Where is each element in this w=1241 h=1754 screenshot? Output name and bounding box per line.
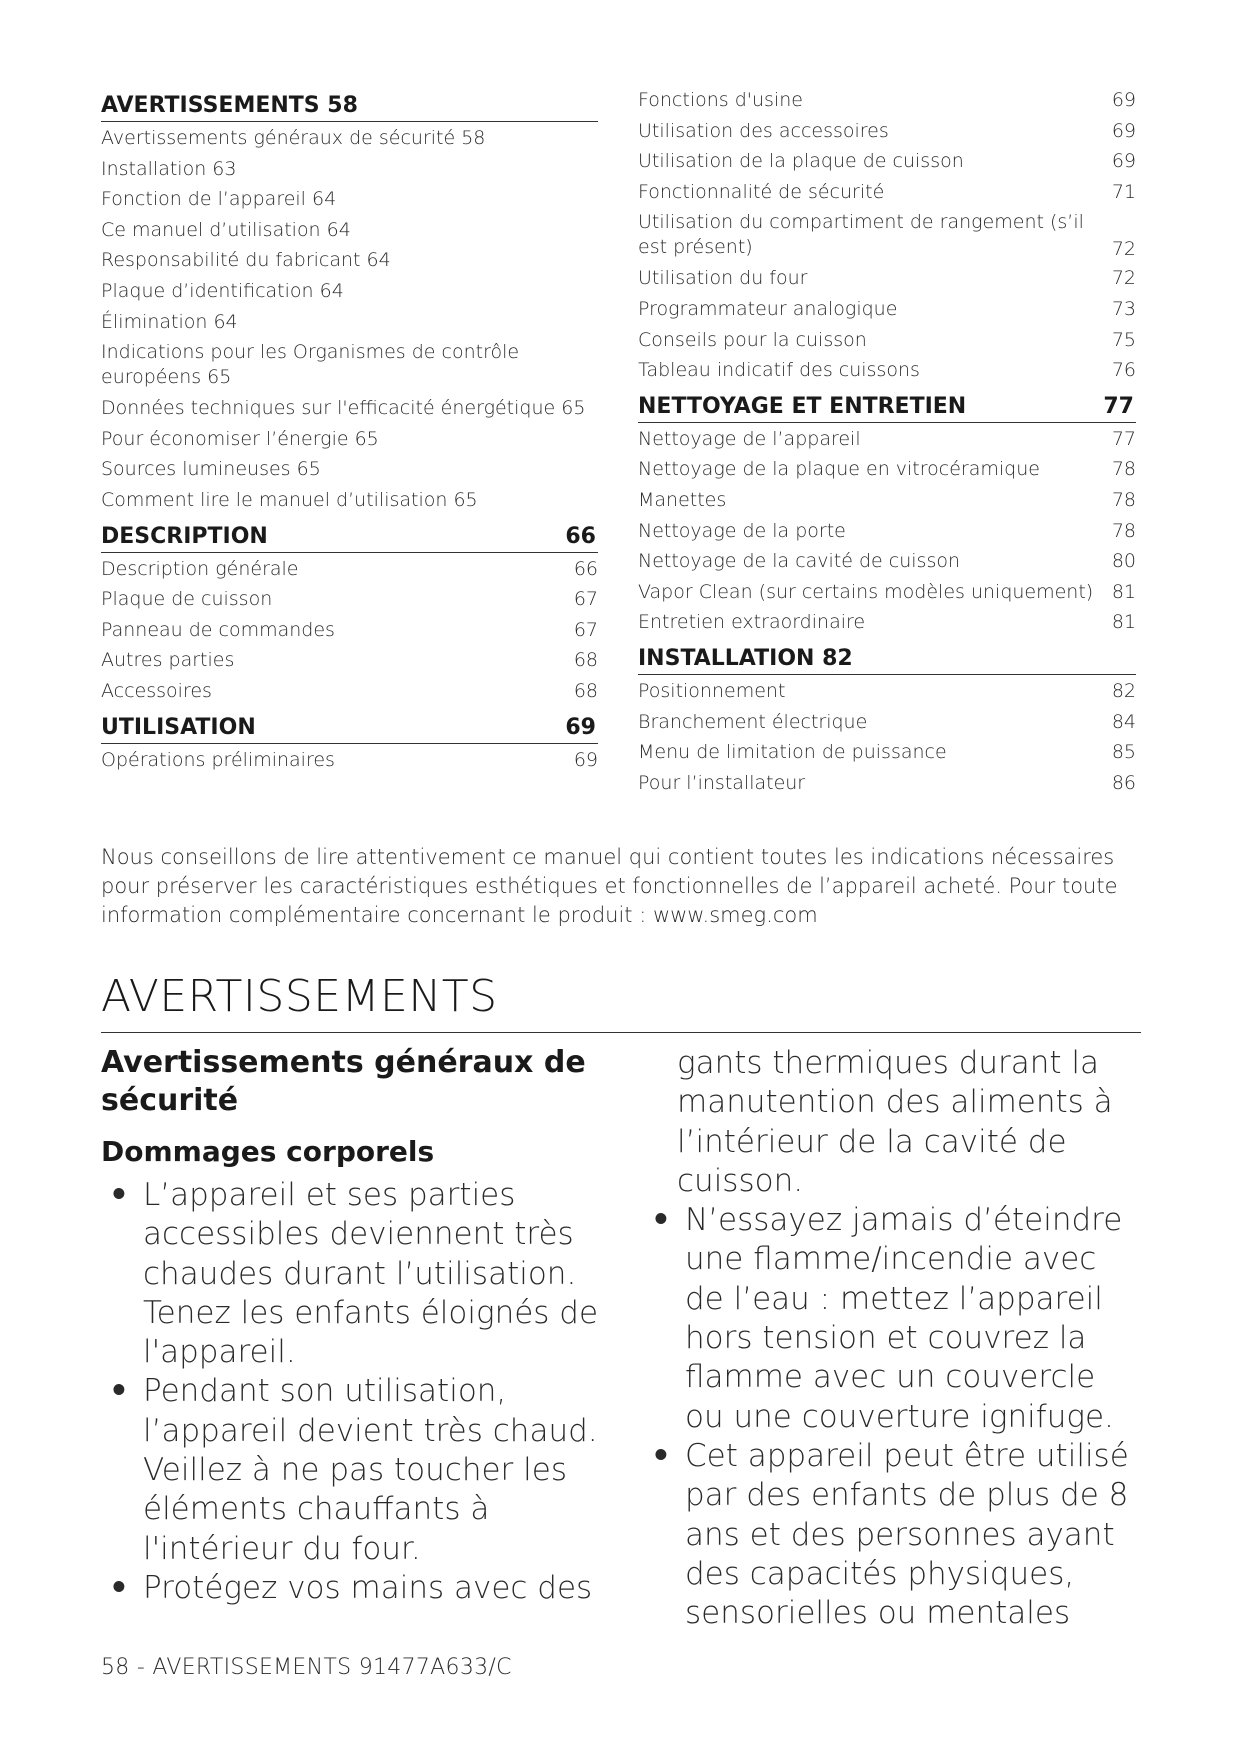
toc-entry[interactable] — [638, 740, 1136, 771]
toc-entry-title: Avertissements généraux de sécurité 58 — [101, 127, 486, 149]
toc-entry-page: 69 — [573, 748, 598, 771]
toc-entry[interactable] — [101, 157, 598, 188]
toc-section-title: INSTALLATION 82 — [638, 645, 853, 671]
list-item — [101, 1372, 621, 1568]
page-title: AVERTISSEMENTS — [101, 967, 1141, 1033]
page-footer: 58 - AVERTISSEMENTS 91477A633/C — [101, 1655, 512, 1680]
toc-entry-title: Installation 63 — [101, 157, 237, 180]
toc-entry-title: Responsabilité du fabricant 64 — [101, 249, 391, 272]
toc-entry[interactable] — [638, 180, 1136, 211]
toc-entry[interactable] — [638, 297, 1136, 328]
toc-entry[interactable] — [638, 610, 1136, 641]
intro-paragraph: Nous conseillons de lire attentivement ce manuel qui contient toutes les indications nécessaires pour préserver les caractéristiques esthétiques et fonctionnelles de l’appareil acheté. Pour toute information complémentaire concernant le produit : www.smeg.com — [101, 845, 1118, 927]
bullet-list — [643, 1201, 1143, 1633]
toc-entry[interactable] — [101, 648, 598, 679]
list-item-text: Protégez vos mains avec des — [143, 1569, 593, 1606]
toc-entry-title: Fonctions d'usine — [638, 89, 803, 111]
toc-entry[interactable] — [101, 587, 598, 618]
toc-section-page: 77 — [1103, 393, 1134, 419]
toc-entry[interactable] — [638, 457, 1136, 488]
toc-entry-page: 69 — [1111, 150, 1136, 173]
toc-entry-title: Vapor Clean (sur certains modèles uniquement) — [638, 580, 1094, 603]
toc-entry-title: Utilisation de la plaque de cuisson — [638, 150, 964, 173]
subsection-heading: Dommages corporels — [101, 1135, 435, 1168]
toc-entry-page: 85 — [1111, 741, 1136, 764]
toc-entry-title: Comment lire le manuel d’utilisation 65 — [101, 488, 478, 511]
toc-entry-page: 78 — [1111, 519, 1136, 542]
toc-entry-title: Plaque d’identification 64 — [101, 279, 344, 302]
toc-entry[interactable] — [638, 266, 1136, 297]
toc-entry[interactable] — [638, 710, 1136, 741]
toc-section-heading[interactable] — [101, 710, 598, 744]
toc-entry[interactable] — [638, 328, 1136, 359]
toc-entry-title: Branchement électrique — [638, 710, 868, 733]
toc-entry-title: Manettes — [638, 488, 727, 511]
toc-section-title: NETTOYAGE ET ENTRETIEN — [638, 393, 967, 419]
toc-entry-title: Ce manuel d’utilisation 64 — [101, 218, 351, 241]
bullet-icon: • — [109, 1373, 129, 1410]
list-item-text: L’appareil et ses parties accessibles deviennent très chaudes durant l’utilisation. Tenez les enfants éloignés de l'appareil. — [143, 1177, 599, 1371]
toc-entry-title: Panneau de commandes — [101, 618, 335, 641]
toc-entry[interactable] — [101, 748, 598, 779]
toc-entry-title: Menu de limitation de puissance — [638, 741, 947, 764]
toc-entry-title: Programmateur analogique — [638, 297, 898, 320]
continued-text: gants thermiques durant la manutention des aliments à l’intérieur de la cavité de cuisson. — [677, 1045, 1113, 1199]
list-item-text: N’essayez jamais d’éteindre une flamme/incendie avec de l’eau : mettez l’appareil hors tension et couvrez la flamme avec un couvercle ou une couverture ignifuge. — [685, 1202, 1123, 1435]
toc-entry-title: Opérations préliminaires — [101, 748, 335, 771]
toc-entry-title: Utilisation des accessoires — [638, 119, 889, 142]
toc-entry[interactable] — [638, 358, 1136, 389]
toc-entry[interactable] — [638, 149, 1136, 180]
toc-entry-title: Positionnement — [638, 679, 786, 702]
toc-entry-page: 72 — [1111, 238, 1136, 261]
toc-entry[interactable] — [101, 279, 598, 310]
toc-left-column — [101, 88, 598, 778]
toc-entry-page: 84 — [1111, 710, 1136, 733]
toc-entry[interactable] — [638, 427, 1136, 458]
toc-entry-page: 67 — [573, 618, 598, 641]
toc-entry-page: 66 — [573, 557, 598, 580]
bullet-icon: • — [109, 1177, 129, 1213]
toc-entry-page: 67 — [573, 588, 598, 611]
toc-entry[interactable] — [101, 427, 598, 458]
toc-entry-title: Accessoires — [101, 679, 212, 702]
toc-section-heading[interactable] — [101, 519, 598, 553]
toc-section-page: 66 — [565, 523, 596, 549]
bullet-icon: • — [651, 1437, 671, 1474]
bullet-icon: • — [651, 1202, 671, 1239]
toc-entry[interactable] — [638, 771, 1136, 802]
toc-entry-page: 69 — [1111, 119, 1136, 142]
toc-section-heading[interactable] — [638, 641, 1136, 675]
toc-entry[interactable] — [638, 549, 1136, 580]
toc-entry-page: 77 — [1111, 427, 1136, 450]
toc-entry-page: 69 — [1111, 89, 1136, 111]
body-right-column — [643, 1044, 1143, 1633]
toc-entry-title: Élimination 64 — [101, 310, 238, 333]
list-item-text: Pendant son utilisation, l’appareil devient très chaud. Veillez à ne pas toucher les éléments chauffants à l'intérieur du four. — [143, 1373, 598, 1567]
toc-entry[interactable] — [638, 580, 1136, 611]
toc-entry-title: Plaque de cuisson — [101, 588, 273, 611]
toc-entry[interactable] — [638, 88, 1136, 119]
toc-entry[interactable] — [638, 488, 1136, 519]
toc-entry-page: 76 — [1111, 359, 1136, 382]
toc-entry[interactable] — [101, 310, 598, 341]
toc-entry-page: 82 — [1111, 679, 1136, 702]
toc-entry-page: 75 — [1111, 328, 1136, 351]
toc-section-heading[interactable] — [638, 389, 1136, 423]
list-item — [101, 1176, 621, 1372]
toc-entry[interactable] — [101, 396, 598, 427]
toc-entry-title: Fonction de l’appareil 64 — [101, 188, 337, 211]
toc-entry[interactable] — [101, 679, 598, 710]
toc-entry-page: 72 — [1111, 267, 1136, 290]
toc-entry-page: 86 — [1111, 771, 1136, 794]
toc-entry-page: 68 — [573, 679, 598, 702]
toc-entry-page: 78 — [1111, 458, 1136, 481]
toc-section-page: 69 — [565, 714, 596, 740]
toc-entry-page: 81 — [1111, 580, 1136, 603]
toc-section-heading[interactable] — [101, 88, 598, 122]
bullet-icon: • — [109, 1569, 129, 1606]
toc-entry-title: Conseils pour la cuisson — [638, 328, 867, 351]
toc-entry-title: Autres parties — [101, 649, 235, 672]
toc-entry-page: 81 — [1111, 611, 1136, 634]
toc-entry[interactable] — [638, 519, 1136, 550]
toc-entry-title: Indications pour les Organismes de contrôle européens 65 — [101, 341, 520, 389]
toc-entry-page: 80 — [1111, 550, 1136, 573]
toc-entry[interactable] — [101, 187, 598, 218]
toc-entry[interactable] — [101, 248, 598, 279]
toc-entry[interactable] — [638, 679, 1136, 710]
list-item — [643, 1201, 1143, 1437]
toc-entry-title: Nettoyage de l’appareil — [638, 427, 861, 450]
toc-section-title: AVERTISSEMENTS 58 — [101, 93, 358, 118]
toc-entry-title: Utilisation du compartiment de rangement (s’il est présent) — [638, 211, 1084, 259]
toc-entry-title: Pour l’installateur — [638, 771, 806, 794]
toc-entry-title: Fonctionnalité de sécurité — [638, 180, 885, 203]
toc-entry-title: Tableau indicatif des cuissons — [638, 359, 920, 382]
toc-entry-page: 68 — [573, 649, 598, 672]
bullet-list — [101, 1176, 621, 1608]
toc-entry[interactable] — [101, 557, 598, 588]
toc-entry[interactable] — [638, 119, 1136, 150]
toc-entry[interactable] — [101, 488, 598, 519]
toc-entry-page: 78 — [1111, 488, 1136, 511]
toc-entry[interactable] — [101, 618, 598, 649]
toc-entry-title: Description générale — [101, 557, 299, 580]
toc-entry[interactable] — [101, 457, 598, 488]
toc-entry[interactable] — [638, 210, 1136, 266]
toc-right-column — [638, 88, 1136, 801]
toc-entry-title: Pour économiser l’énergie 65 — [101, 427, 379, 450]
body-left-column — [101, 1044, 621, 1608]
toc-entry-title: Nettoyage de la plaque en vitrocéramique — [638, 458, 1040, 481]
section-heading: Avertissements généraux de sécurité — [101, 1045, 586, 1118]
list-item — [101, 1569, 621, 1608]
toc-entry[interactable] — [101, 218, 598, 249]
list-item-text: Cet appareil peut être utilisé par des enfants de plus de 8 ans et des personnes ayant des capacités physiques, sensorielles ou mentales — [685, 1437, 1129, 1632]
toc-entry-page: 73 — [1111, 297, 1136, 320]
toc-entry[interactable] — [101, 126, 598, 157]
toc-entry-title: Entretien extraordinaire — [638, 611, 866, 634]
toc-entry-title: Nettoyage de la cavité de cuisson — [638, 550, 961, 573]
toc-section-title: DESCRIPTION — [101, 523, 268, 549]
toc-section-title: UTILISATION — [101, 714, 256, 740]
toc-entry[interactable] — [101, 340, 598, 396]
list-item — [643, 1437, 1143, 1633]
toc-entry-title: Données techniques sur l'efficacité énergétique 65 — [101, 397, 586, 420]
toc-entry-page: 71 — [1111, 180, 1136, 203]
toc-entry-title: Nettoyage de la porte — [638, 519, 846, 542]
toc-entry-title: Sources lumineuses 65 — [101, 458, 321, 481]
toc-entry-title: Utilisation du four — [638, 267, 808, 290]
